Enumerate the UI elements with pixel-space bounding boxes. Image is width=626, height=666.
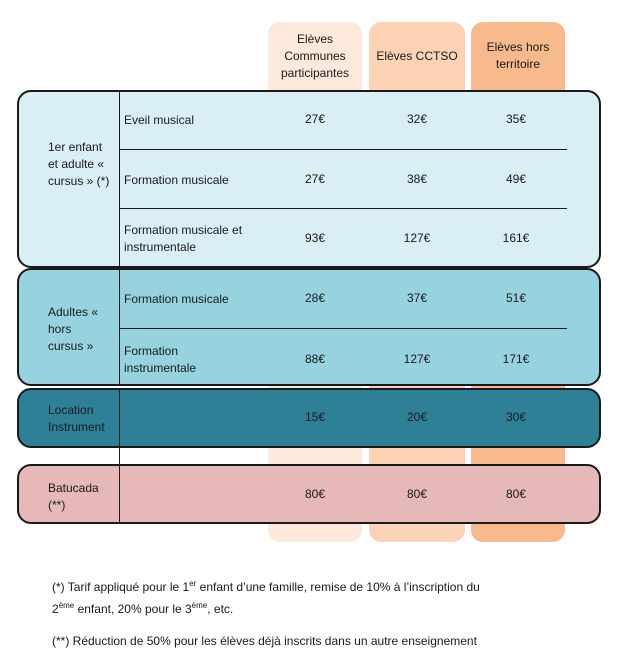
row-label-eveil: Eveil musical — [124, 113, 195, 127]
group-label-hors-cursus: Adultes « hors cursus » — [48, 305, 99, 353]
price-cell: 38€ — [406, 172, 428, 186]
price-cell: 32€ — [406, 112, 428, 126]
price-cell: 127€ — [403, 352, 431, 366]
price-cell: 35€ — [505, 112, 527, 126]
header-communes: Elèves Communes participantes — [280, 31, 350, 80]
price-cell: 80€ — [304, 487, 326, 501]
price-cell: 80€ — [505, 487, 527, 501]
price-cell: 27€ — [304, 112, 326, 126]
price-cell: 127€ — [403, 231, 431, 245]
row-label-formation-musicale: Formation musicale — [124, 173, 229, 187]
header-cctso: Elèves CCTSO — [376, 48, 458, 63]
divider-v-2 — [119, 268, 120, 386]
price-cell: 28€ — [304, 291, 326, 305]
price-cell: 93€ — [304, 231, 326, 245]
price-cell: 15€ — [304, 410, 326, 424]
row-divider — [120, 208, 567, 209]
price-cell: 161€ — [502, 231, 530, 245]
price-cell: 27€ — [304, 172, 326, 186]
price-cell: 49€ — [505, 172, 527, 186]
price-cell: 171€ — [502, 352, 530, 366]
row-label-formation-musicale-instrumentale: Formation musicale et instrumentale — [124, 223, 243, 254]
footnote-1: (*) Tarif appliqué pour le 1er enfant d’une famille, remise de 10% à l’inscription du 2ème enfant, 20% pour le 3ème, etc. — [52, 579, 480, 616]
row-divider — [120, 149, 567, 150]
price-cell: 20€ — [406, 410, 428, 424]
row-divider — [120, 328, 567, 329]
price-cell: 80€ — [406, 487, 428, 501]
group-label-cursus: 1er enfant et adulte « cursus » (*) — [48, 140, 110, 188]
group-label-batucada: Batucada (**) — [48, 481, 99, 512]
row-label-formation-musicale: Formation musicale — [124, 292, 229, 306]
footnote-2: (**) Réduction de 50% pour les élèves déjà inscrits dans un autre enseignement — [52, 634, 477, 648]
row-label-formation-instrumentale: Formation instrumentale — [124, 344, 197, 375]
divider-v-3 — [119, 388, 120, 524]
header-hors-territoire: Elèves hors territoire — [486, 40, 550, 71]
price-cell: 88€ — [304, 352, 326, 366]
group-label-location: Location Instrument — [48, 403, 105, 434]
price-cell: 37€ — [406, 291, 428, 305]
divider-v-1 — [119, 90, 120, 268]
price-cell: 51€ — [505, 291, 527, 305]
price-cell: 30€ — [505, 410, 527, 424]
